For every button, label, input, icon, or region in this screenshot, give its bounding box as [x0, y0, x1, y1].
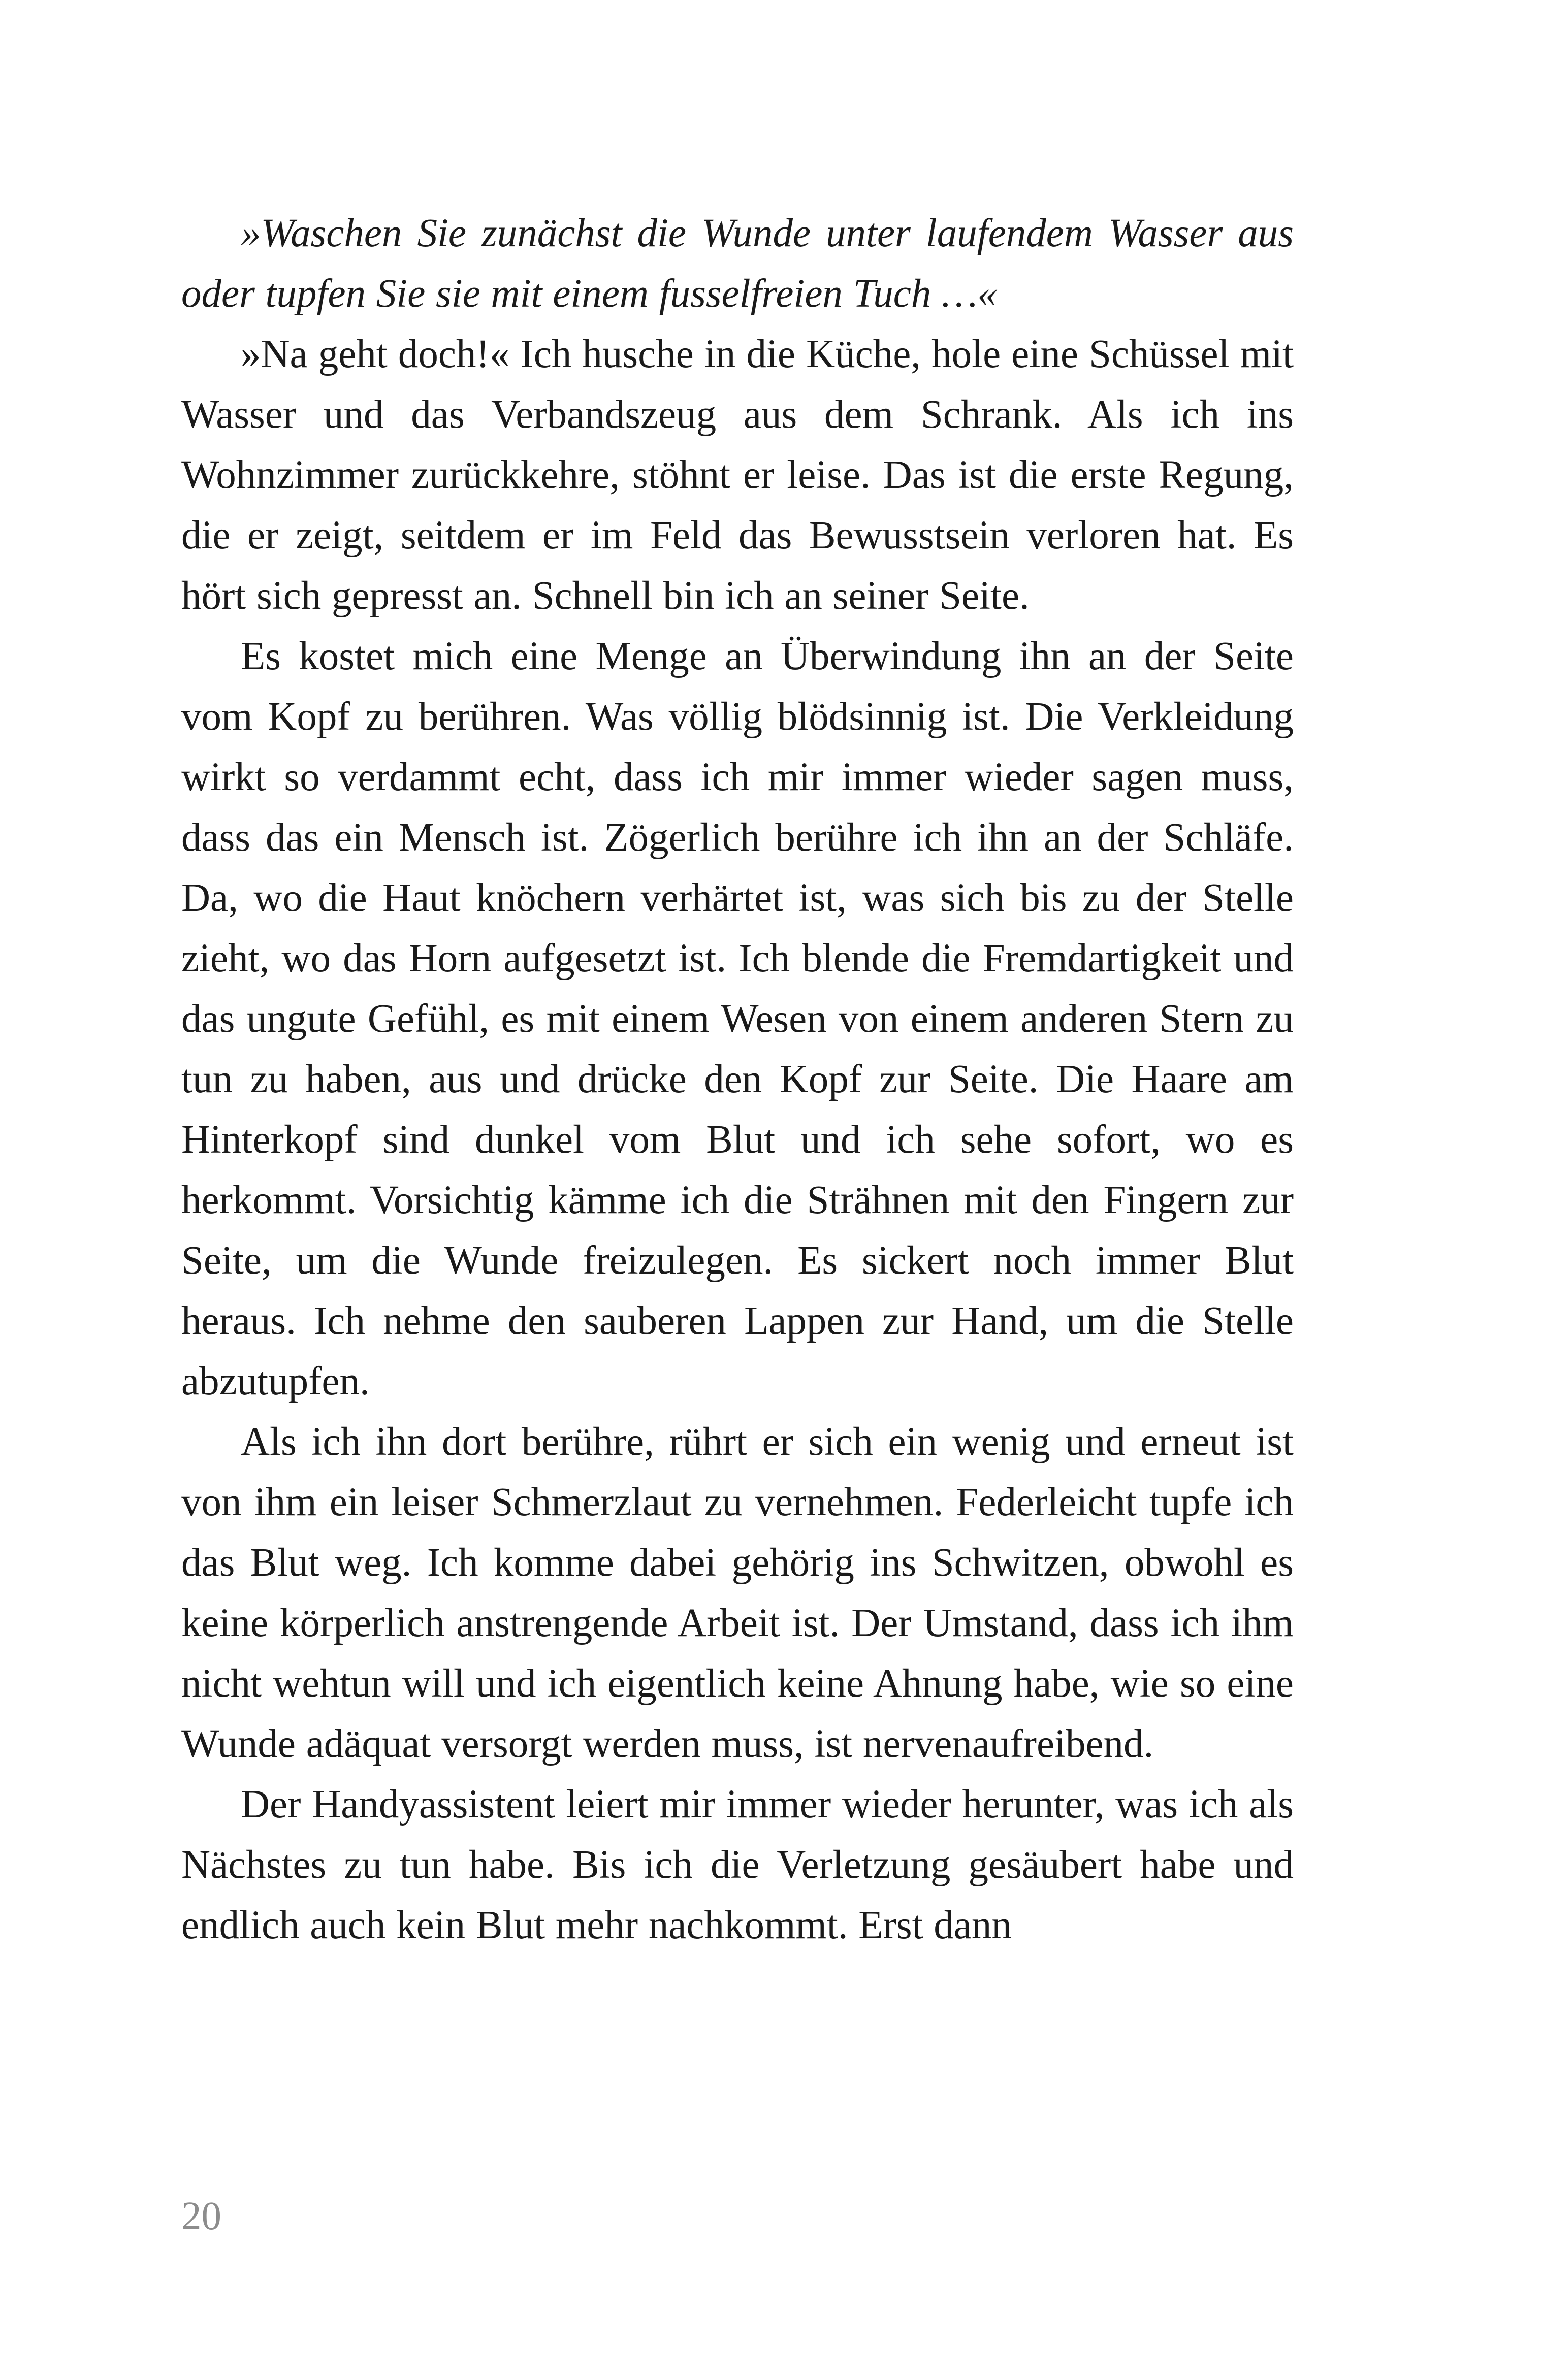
paragraph-4: Als ich ihn dort berühre, rührt er sich ein wenig und erneut ist von ihm ein leiser Schmerzlaut zu vernehmen. Federleicht tupfe ich das Blut weg. Ich komme dabei gehörig ins Schwitzen, obwohl es keine körperlich anstrengende Arbeit ist. Der Umstand, dass ich ihm nicht wehtun will und ich eigentlich keine Ahnung habe, wie so eine Wunde adäquat versorgt werden muss, ist nervenaufreibend. — [181, 1420, 1294, 1766]
paragraph-3: Es kostet mich eine Menge an Überwindung ihn an der Seite vom Kopf zu berühren. Was völlig blödsinnig ist. Die Verkleidung wirkt so verdammt echt, dass ich mir immer wieder sagen muss, dass das ein Mensch ist. Zögerlich berühre ich ihn an der Schläfe. Da, wo die Haut knöchern verhärtet ist, was sich bis zu der Stelle zieht, wo das Horn aufgesetzt ist. Ich blende die Fremdartigkeit und das ungute Gefühl, es mit einem Wesen von einem anderen Stern zu tun zu haben, aus und drücke den Kopf zur Seite. Die Haare am Hinterkopf sind dunkel vom Blut und ich sehe sofort, wo es herkommt. Vorsichtig kämme ich die Strähnen mit den Fingern zur Seite, um die Wunde freizulegen. Es sickert noch immer Blut heraus. Ich nehme den sauberen Lappen zur Hand, um die Stelle abzutupfen. — [181, 634, 1294, 1404]
paragraph-5: Der Handyassistent leiert mir immer wieder herunter, was ich als Nächstes zu tun habe. Bis ich die Verletzung gesäubert habe und endlich auch kein Blut mehr nachkommt. Erst dann — [181, 1782, 1294, 1947]
body-text — [181, 203, 1294, 1955]
paragraph-2: »Na geht doch!« Ich husche in die Küche, hole eine Schüssel mit Wasser und das Verbandszeug aus dem Schrank. Als ich ins Wohnzimmer zurückkehre, stöhnt er leise. Das ist die erste Regung, die er zeigt, seitdem er im Feld das Bewusstsein verloren hat. Es hört sich gepresst an. Schnell bin ich an seiner Seite. — [181, 332, 1294, 618]
paragraph-1: »Waschen Sie zunächst die Wunde unter laufendem Wasser aus oder tupfen Sie sie mit einem fusselfreien Tuch …« — [181, 211, 1294, 316]
page-number: 20 — [181, 2194, 221, 2238]
